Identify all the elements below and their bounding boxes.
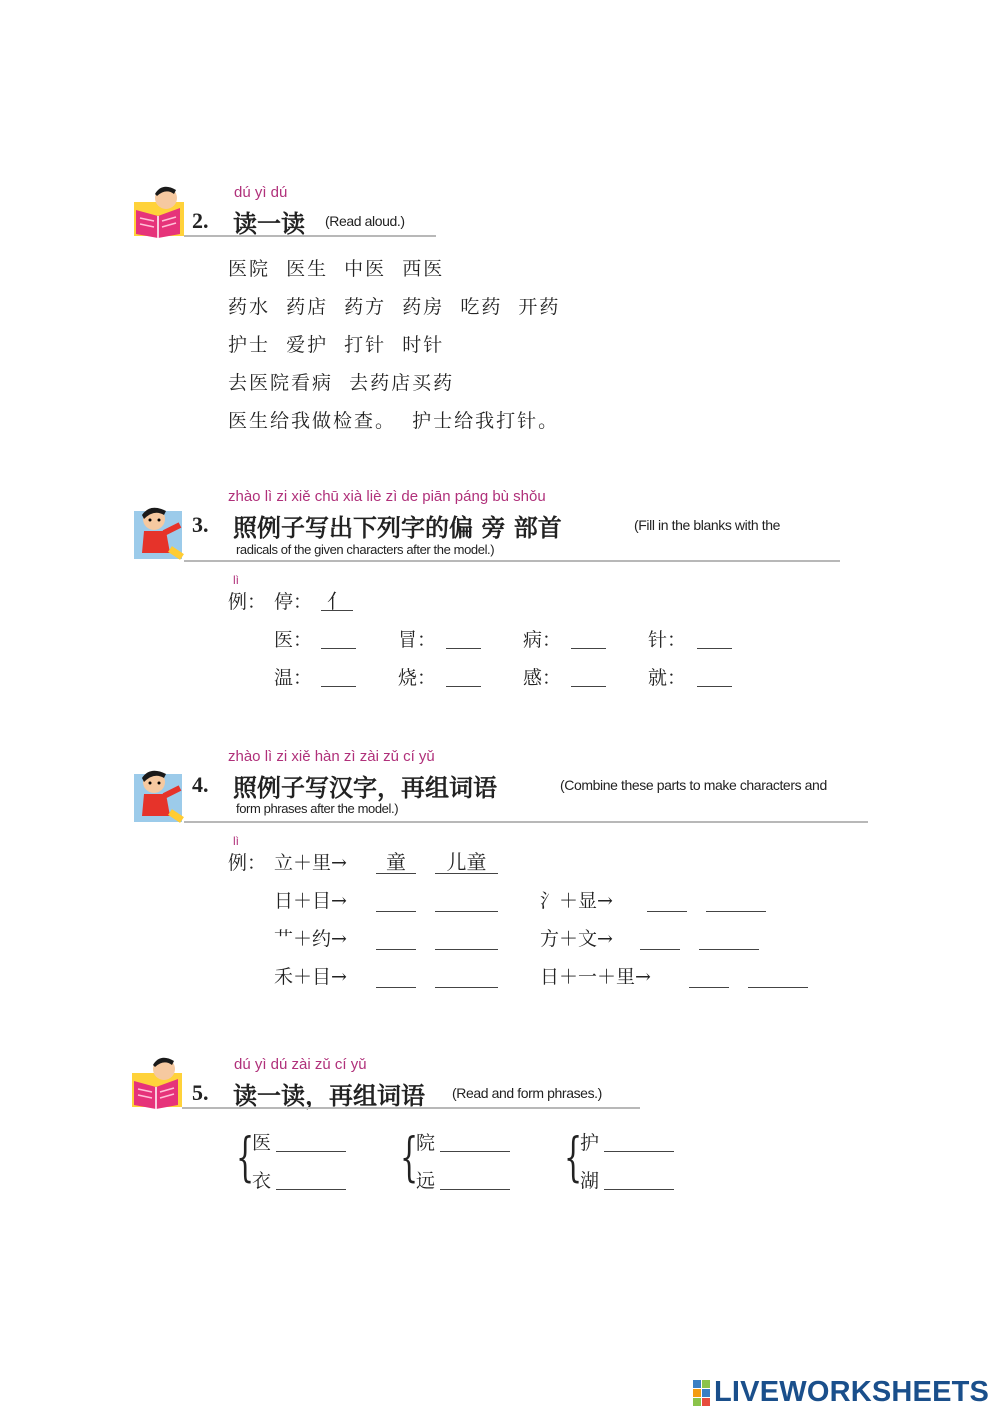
char-blank[interactable] [689, 987, 729, 988]
waving-child-icon [132, 503, 184, 561]
section-3-title: 照例子写出下列字的偏 旁 部首 [233, 513, 562, 542]
example-label: 例： [228, 591, 267, 613]
logo-grid-icon [693, 1380, 710, 1406]
combine-item: 方＋文→ [540, 928, 613, 950]
radical-item: 温： [274, 667, 313, 689]
radical-blank[interactable] [571, 648, 606, 649]
section-5-rule [182, 1107, 640, 1109]
phrase-blank[interactable] [440, 1189, 510, 1190]
reading-line-3: 护士 爱护 打针 时针 [228, 334, 445, 356]
combine-item: 禾＋目→ [274, 966, 347, 988]
section-4-title: 照例子写汉字，再组词语 [233, 773, 497, 802]
radical-item: 针： [648, 629, 687, 651]
section-4-number: 4. [192, 772, 209, 797]
example-char: 童 [386, 850, 406, 874]
example-answer: 亻 [327, 589, 347, 613]
example-pinyin: lì [233, 573, 239, 587]
section-2-title: 读一读 [233, 209, 305, 238]
example-char: 停： [274, 591, 313, 613]
radical-item: 冒： [398, 629, 437, 651]
reading-child-icon [132, 182, 186, 238]
example-blank [435, 873, 498, 874]
radical-item: 烧： [398, 667, 437, 689]
phrase-blank[interactable] [276, 1189, 346, 1190]
phrase-blank[interactable] [706, 911, 766, 912]
example-formula: 立＋里→ [274, 852, 347, 874]
radical-blank[interactable] [697, 686, 732, 687]
section-3-rule [184, 560, 840, 562]
phrase-blank[interactable] [440, 1151, 510, 1152]
brace: { [236, 1128, 255, 1188]
example-pinyin: lì [233, 834, 239, 848]
phrase-blank[interactable] [748, 987, 808, 988]
radical-blank[interactable] [321, 686, 356, 687]
phrase-blank[interactable] [276, 1151, 346, 1152]
reading-child-icon [130, 1053, 184, 1109]
section-4-rule [184, 821, 868, 823]
section-5-title: 读一读，再组词语 [233, 1081, 425, 1110]
section-2-rule [184, 235, 436, 237]
example-blank [376, 873, 416, 874]
phrase-blank[interactable] [435, 911, 498, 912]
section-3-english-2: radicals of the given characters after the model.) [236, 542, 495, 557]
phrase-char: 医 [252, 1132, 272, 1154]
char-blank[interactable] [376, 987, 416, 988]
combine-item: 日＋目→ [274, 890, 347, 912]
reading-line-5: 医生给我做检查。 护士给我打针。 [228, 410, 560, 432]
char-blank[interactable] [647, 911, 687, 912]
radical-blank[interactable] [446, 686, 481, 687]
radical-blank[interactable] [321, 648, 356, 649]
radical-blank[interactable] [571, 686, 606, 687]
radical-item: 病： [523, 629, 562, 651]
phrase-blank[interactable] [435, 949, 498, 950]
section-3-number: 3. [192, 512, 209, 537]
char-blank[interactable] [376, 949, 416, 950]
reading-line-4: 去医院看病 去药店买药 [228, 372, 455, 394]
section-2-english: (Read aloud.) [325, 213, 405, 229]
phrase-char: 湖 [580, 1170, 600, 1192]
radical-item: 医： [274, 629, 313, 651]
combine-item: 艹＋约→ [274, 928, 347, 950]
section-3-pinyin: zhào lì zi xiě chū xià liè zì de piān páng bù shǒu [228, 488, 546, 505]
phrase-char: 院 [416, 1132, 436, 1154]
section-2-pinyin: dú yì dú [234, 184, 288, 201]
waving-child-icon [132, 766, 184, 824]
phrase-blank[interactable] [604, 1189, 674, 1190]
reading-line-1: 医院 医生 中医 西医 [228, 258, 445, 280]
phrase-char: 远 [416, 1170, 436, 1192]
radical-blank[interactable] [697, 648, 732, 649]
section-4-english-1: (Combine these parts to make characters and [560, 777, 827, 793]
brace: { [564, 1128, 583, 1188]
liveworksheets-logo[interactable] [693, 1376, 989, 1409]
radical-item: 就： [648, 667, 687, 689]
section-5-pinyin: dú yì dú zài zǔ cí yǔ [234, 1056, 367, 1073]
section-4-pinyin: zhào lì zi xiě hàn zì zài zǔ cí yǔ [228, 748, 435, 765]
combine-item: 氵＋显→ [540, 890, 613, 912]
section-3-english-1: (Fill in the blanks with the [634, 517, 780, 533]
char-blank[interactable] [640, 949, 680, 950]
example-blank [321, 610, 353, 611]
example-phrase: 儿童 [446, 850, 487, 874]
reading-line-2: 药水 药店 药方 药房 吃药 开药 [228, 296, 561, 318]
section-4-english-2: form phrases after the model.) [236, 801, 399, 816]
example-label: 例： [228, 852, 267, 874]
section-5-english: (Read and form phrases.) [452, 1085, 602, 1101]
phrase-blank[interactable] [699, 949, 759, 950]
radical-item: 感： [523, 667, 562, 689]
phrase-char: 护 [580, 1132, 600, 1154]
char-blank[interactable] [376, 911, 416, 912]
brace: { [400, 1128, 419, 1188]
phrase-blank[interactable] [435, 987, 498, 988]
section-5-number: 5. [192, 1080, 209, 1105]
radical-blank[interactable] [446, 648, 481, 649]
phrase-char: 衣 [252, 1170, 272, 1192]
section-2-number: 2. [192, 208, 209, 233]
combine-item: 日＋一＋里→ [540, 966, 651, 988]
logo-text: LIVEWORKSHEETS [714, 1376, 990, 1408]
phrase-blank[interactable] [604, 1151, 674, 1152]
